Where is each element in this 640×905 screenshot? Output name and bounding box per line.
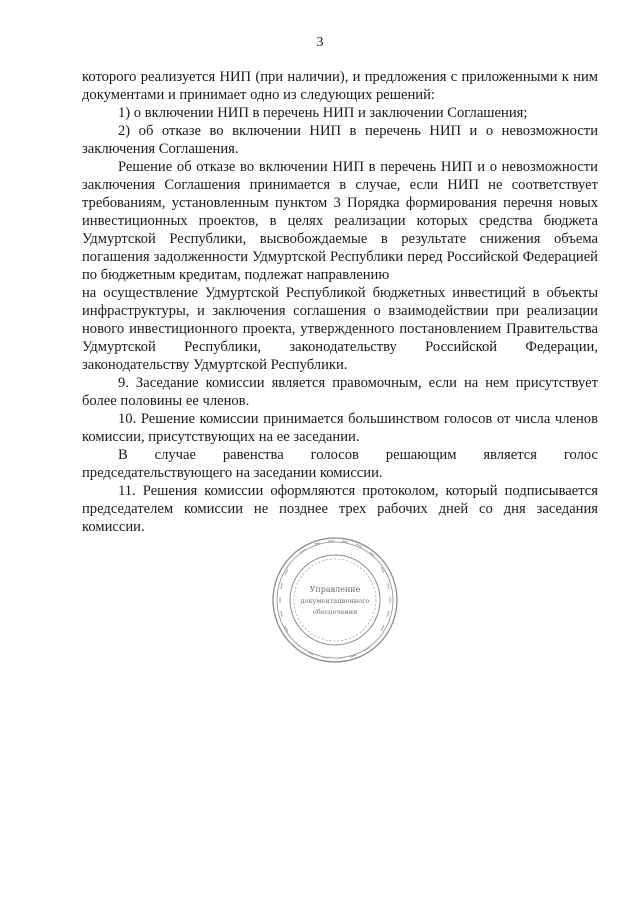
- paragraph: 1) о включении НИП в перечень НИП и заключении Соглашения;: [118, 105, 528, 121]
- paragraph: 9. Заседание комиссии является правомочным, если на нем присутствует более половины ее членов.: [82, 375, 598, 409]
- paragraph: 10. Решение комиссии принимается большинством голосов от числа членов комиссии, присутствующих на ее заседании.: [82, 411, 598, 445]
- paragraph: которого реализуется НИП (при наличии), и предложения с приложенными к ним документами и принимает одно из следующих решений:: [82, 69, 598, 103]
- official-seal-stamp: [270, 535, 400, 665]
- seal-text-line: Управление: [309, 585, 361, 594]
- paragraph: 2) об отказе во включении НИП в перечень НИП и о невозможности заключения Соглашения.: [82, 123, 598, 157]
- document-body: [82, 68, 598, 536]
- seal-text-line: документационного: [300, 597, 370, 605]
- paragraph: В случае равенства голосов решающим является голос председательствующего на заседании комиссии.: [82, 447, 598, 481]
- seal-text-line: обеспечения: [312, 608, 358, 616]
- page-number: 3: [316, 35, 324, 50]
- paragraph: Решение об отказе во включении НИП в перечень НИП и о невозможности заключения Соглашения принимается в случае, если НИП не соответствует требованиям, установленным пунктом 3 Порядка формирования перечня новых инвестиционных проектов, в целях реализации которых средства бюджета Удмуртской Республики, высвобождаемые в результате снижения объема погашения задолженности Удмуртской Республики перед Российской Федерацией по бюджетным кредитам, подлежат направлению: [82, 159, 598, 283]
- paragraph: на осуществление Удмуртской Республикой бюджетных инвестиций в объекты инфраструктуры, и заключения соглашения о взаимодействии при реализации нового инвестиционного проекта, утвержденного постановлением Правительства Удмуртской Республики, законодательству Российской Федерации, законодательству Удмуртской Республики.: [82, 285, 598, 373]
- paragraph: 11. Решения комиссии оформляются протоколом, который подписывается председателем комиссии не позднее трех рабочих дней со дня заседания комиссии.: [82, 483, 598, 535]
